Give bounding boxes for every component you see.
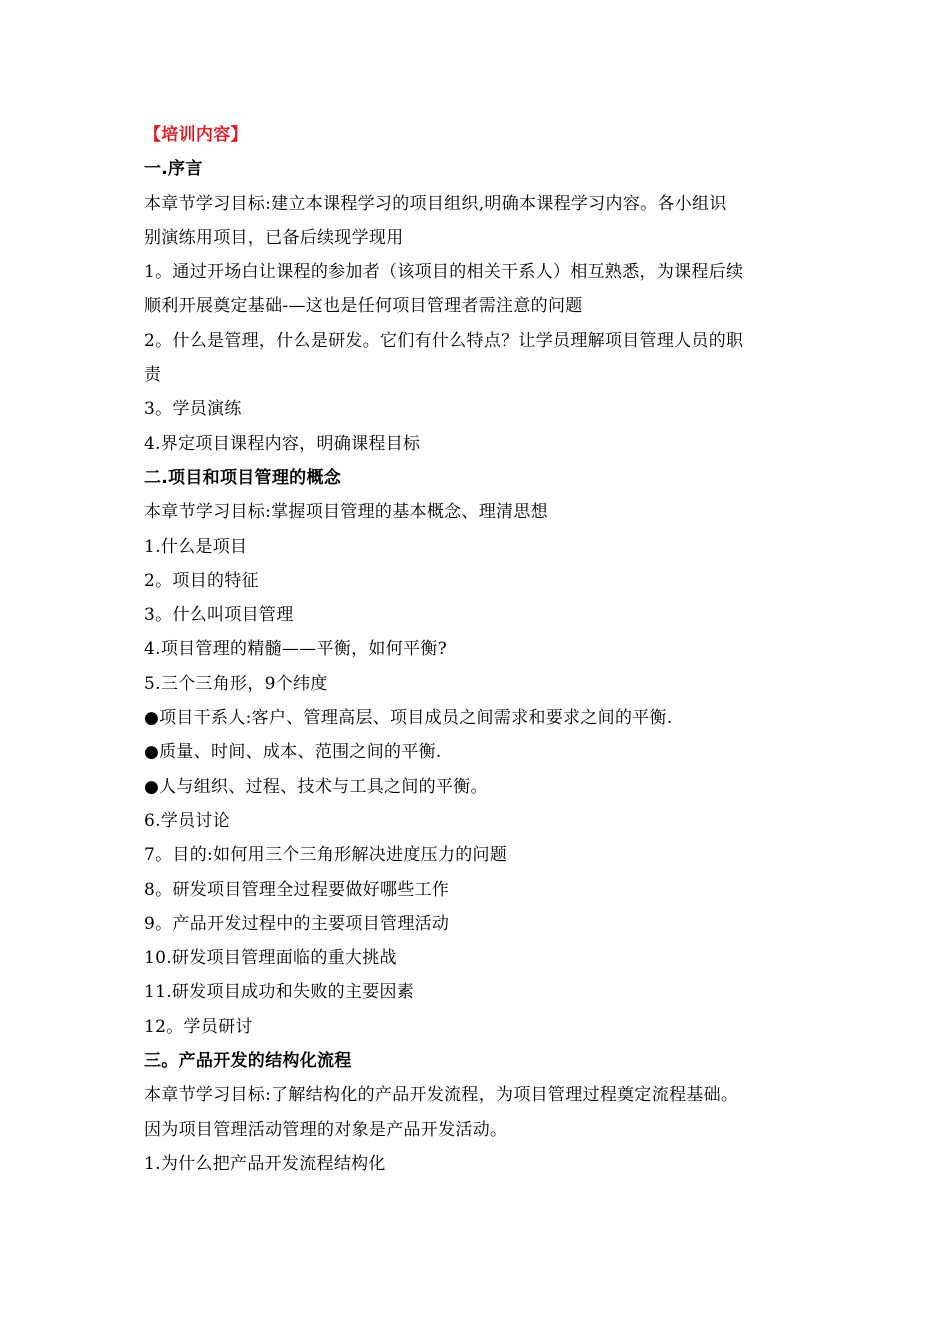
body-line: ●人与组织、过程、技术与工具之间的平衡。 [144, 776, 488, 797]
body-line: 2。什么是管理，什么是研发。它们有什么特点？让学员理解项目管理人员的职 [144, 330, 744, 351]
body-line: 6.学员讨论 [144, 810, 231, 831]
body-line: ●质量、时间、成本、范围之间的平衡. [144, 742, 442, 763]
body-line: 1.什么是项目 [144, 536, 248, 557]
body-line: 4.界定项目课程内容，明确课程目标 [144, 433, 421, 454]
body-line: 5.三个三角形，9个纬度 [144, 673, 328, 694]
body-line: 2。项目的特征 [144, 570, 259, 591]
body-line: 8。研发项目管理全过程要做好哪些工作 [144, 879, 450, 900]
body-line: 1。通过开场白让课程的参加者（该项目的相关干系人）相互熟悉，为课程后续 [144, 262, 744, 283]
body-line: 责 [144, 365, 162, 386]
body-line: 3。什么叫项目管理 [144, 605, 294, 626]
body-line: 3。学员演练 [144, 399, 242, 420]
body-line: 1.为什么把产品开发流程结构化 [144, 1153, 386, 1174]
body-line: 顺利开展奠定基础-—这也是任何项目管理者需注意的问题 [144, 296, 583, 317]
section-heading: 三。产品开发的结构化流程 [144, 1051, 352, 1072]
body-line: 别演练用项目，已备后续现学现用 [144, 227, 404, 248]
body-line: ●项目干系人:客户、管理高层、项目成员之间需求和要求之间的平衡. [144, 708, 673, 729]
body-line: 10.研发项目管理面临的重大挑战 [144, 948, 397, 969]
body-line: 11.研发项目成功和失败的主要因素 [144, 982, 415, 1003]
document-title: 【培训内容】 [144, 125, 248, 145]
body-line: 本章节学习目标:掌握项目管理的基本概念、理清思想 [144, 502, 548, 523]
body-line: 12。学员研讨 [144, 1016, 253, 1037]
body-line: 9。产品开发过程中的主要项目管理活动 [144, 913, 450, 934]
document-body [144, 152, 814, 1181]
body-line: 4.项目管理的精髓——平衡，如何平衡? [144, 639, 448, 660]
document-page [144, 118, 814, 1181]
section-heading: 一.序言 [144, 159, 203, 180]
body-line: 7。目的:如何用三个三角形解决进度压力的问题 [144, 845, 508, 866]
section-heading: 二.项目和项目管理的概念 [144, 467, 342, 488]
body-line: 本章节学习目标:建立本课程学习的项目组织,明确本课程学习内容。各小组识 [144, 193, 727, 214]
body-line: 本章节学习目标:了解结构化的产品开发流程，为项目管理过程奠定流程基础。 [144, 1085, 739, 1106]
body-line: 因为项目管理活动管理的对象是产品开发活动。 [144, 1119, 508, 1140]
